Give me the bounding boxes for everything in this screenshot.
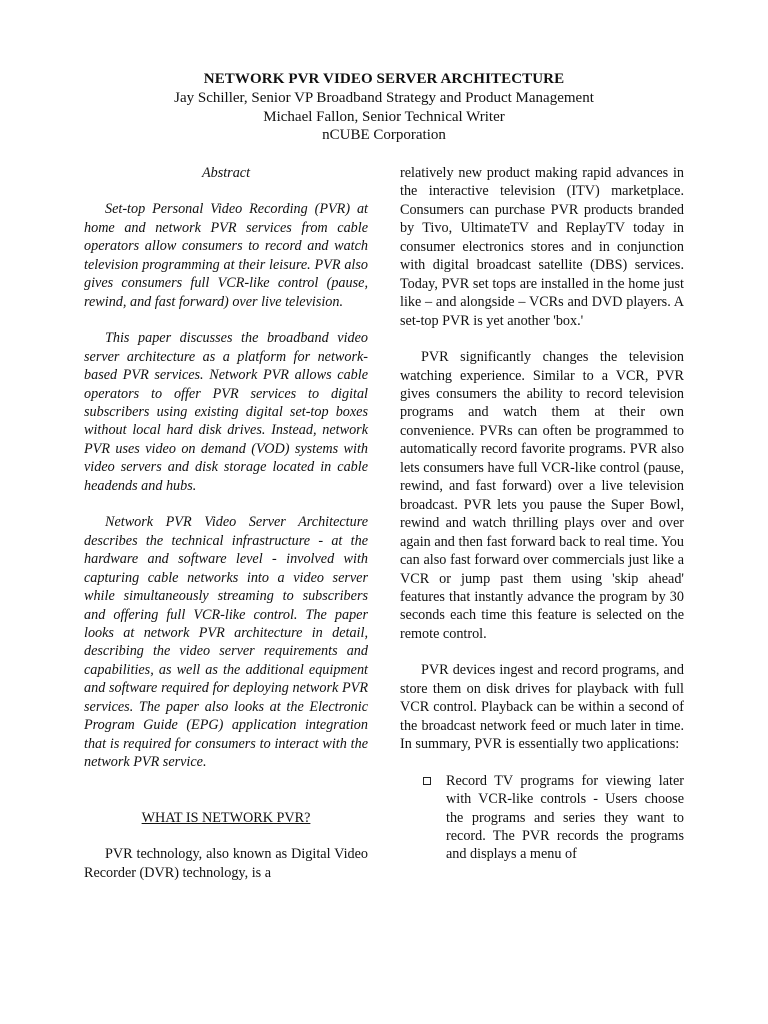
body-paragraph-3: PVR significantly changes the television watching experience. Similar to a VCR, PVR gives consumers the ability to record television programs and watch them at their own convenience. PVRs can often be programmed to automatically record favorite programs. PVR also lets consumers have full VCR-like control (pause, rewind, and fast forward) over a live television broadcast. PVR lets you pause the Super Bowl, rewind and watch thrilling plays over and over again and then fast forward back to real time. You can also fast forward over commercials just like a VCR or jump past them using 'skip ahead' features that instantly advance the program by 30 seconds each time this feature is selected on the remote control. <box>400 349 684 642</box>
left-column <box>84 164 368 900</box>
paper-title: NETWORK PVR VIDEO SERVER ARCHITECTURE <box>203 71 565 87</box>
list-item <box>400 772 684 864</box>
checkbox-bullet-icon <box>423 777 431 785</box>
abstract-paragraph-2: This paper discusses the broadband video server architecture as a platform for network-based PVR services. Network PVR allows cable operators to offer PVR services to digital subscribers using existing digital set-top boxes without local hard disk drives. Instead, network PVR uses video on demand (VOD) systems with video servers and disk storage located in cable headends and hubs. <box>84 330 368 494</box>
bullet-list <box>400 772 684 864</box>
paper-header <box>84 69 684 145</box>
right-column <box>400 164 684 864</box>
abstract-paragraph-3: Network PVR Video Server Architecture describes the technical infrastructure - at the hardware and software level - involved with capturing cable networks into a video server while simultaneously streaming to subscribers and offering full VCR-like control. The paper looks at network PVR architecture in detail, describing the video server requirements and capabilities, as well as the additional equipment and software required for deploying network PVR services. The paper also looks at the Electronic Program Guide (EPG) application integration that is required for consumers to interact with the network PVR service. <box>84 514 368 771</box>
author-1: Jay Schiller, Senior VP Broadband Strategy and Product Management <box>174 90 594 106</box>
section-heading: WHAT IS NETWORK PVR? <box>141 809 311 826</box>
body-paragraph-2: relatively new product making rapid advances in the interactive television (ITV) marketplace. Consumers can purchase PVR products branded by Tivo, UltimateTV and ReplayTV today in consumer electronics stores and in conjunction with digital broadcast satellite (DBS) services. Today, PVR set tops are installed in the home just like – and alongside – VCRs and DVD players. A set-top PVR is yet another 'box.' <box>400 165 684 329</box>
company-name: nCUBE Corporation <box>322 127 446 143</box>
abstract-heading: Abstract <box>201 165 251 181</box>
body-paragraph-1: PVR technology, also known as Digital Video Recorder (DVR) technology, is a <box>84 846 368 881</box>
author-2: Michael Fallon, Senior Technical Writer <box>263 108 505 125</box>
list-item-text: Record TV programs for viewing later with VCR-like controls - Users choose the programs and series they want to record. The PVR records the programs and displays a menu of <box>446 772 684 863</box>
body-paragraph-4: PVR devices ingest and record programs, and store them on disk drives for playback with full VCR control. Playback can be within a second of the broadcast network feed or much later in time. In summary, PVR is essentially two applications: <box>400 662 684 753</box>
abstract-paragraph-1: Set-top Personal Video Recording (PVR) at home and network PVR services from cable operators allow consumers to record and watch television programming at their leisure. PVR also gives consumers full VCR-like control (pause, rewind, and fast forward) over live television. <box>84 201 368 310</box>
